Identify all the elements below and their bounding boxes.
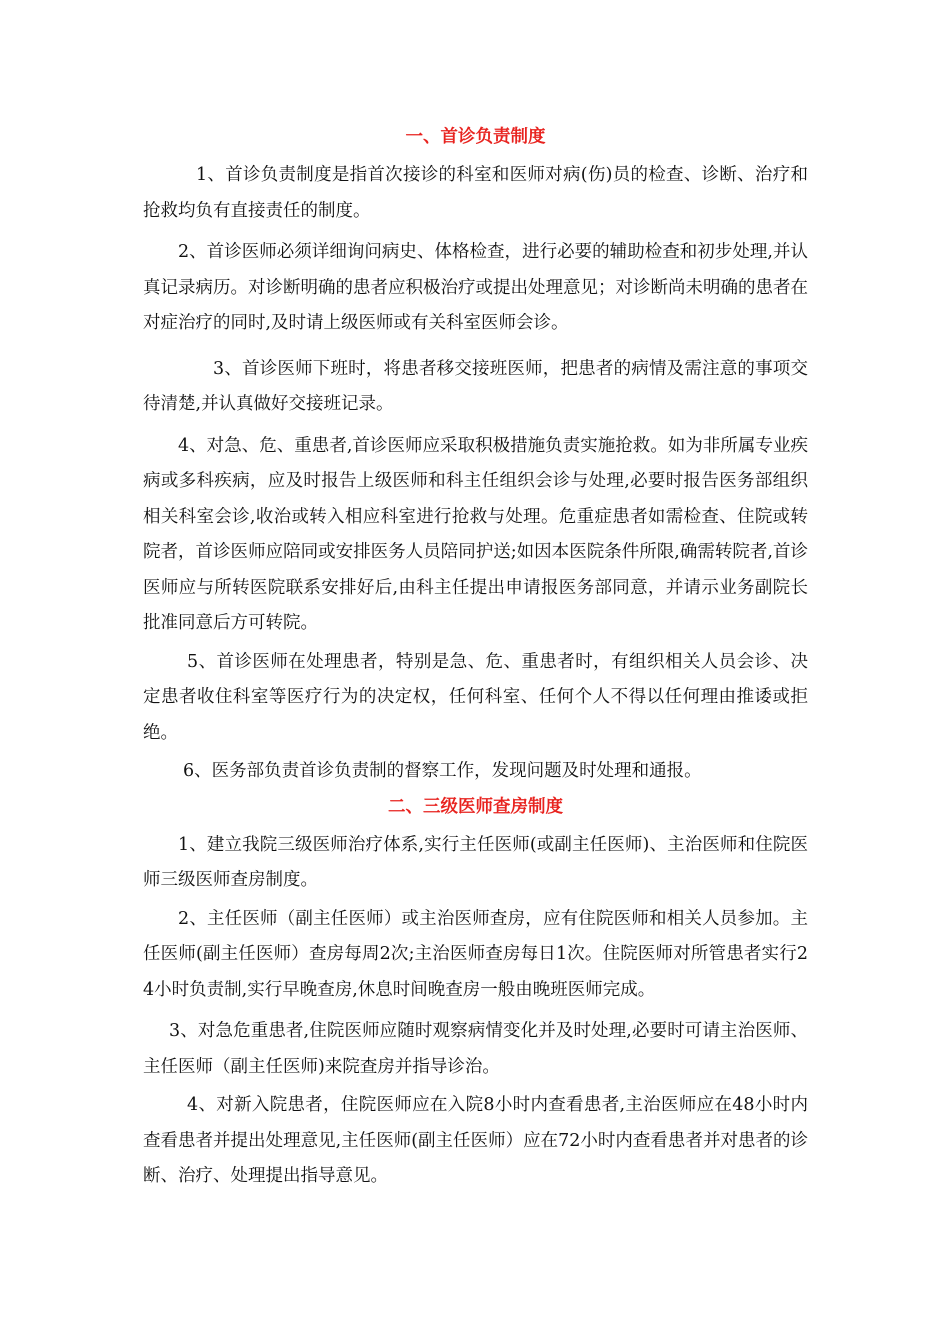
paragraph-1-3: 3、首诊医师下班时，将患者移交接班医师，把患者的病情及需注意的事项交待清楚,并认真做好交接班记录。	[143, 358, 808, 414]
paragraph-1-1: 1、首诊负责制度是指首次接诊的科室和医师对病(伤)员的检查、诊断、治疗和抢救均负有直接责任的制度。	[143, 165, 808, 221]
paragraph-2-4: 4、对新入院患者，住院医师应在入院8小时内查看患者,主治医师应在48小时内查看患者并提出处理意见,主任医师(副主任医师）应在72小时内查看患者并对患者的诊断、治疗、处理提出指导意见。	[143, 1095, 808, 1186]
section-heading-first-visit: 一、首诊负责制度	[405, 127, 546, 147]
document-body	[143, 120, 808, 1195]
paragraph-1-4: 4、对急、危、重患者,首诊医师应采取积极措施负责实施抢救。如为非所属专业疾病或多科疾病，应及时报告上级医师和科主任组织会诊与处理,必要时报告医务部组织相关科室会诊,收治或转入相应科室进行抢救与处理。危重症患者如需检查、住院或转院者，首诊医师应陪同或安排医务人员陪同护送;如因本医院条件所限,确需转院者,首诊医师应与所转医院联系安排好后,由科主任提出申请报医务部同意，并请示业务副院长批准同意后方可转院。	[143, 435, 808, 633]
paragraph-2-2: 2、主任医师（副主任医师）或主治医师查房，应有住院医师和相关人员参加。主任医师(副主任医师）查房每周2次;主治医师查房每日1次。住院医师对所管患者实行24小时负责制,实行早晚查房,休息时间晚查房一般由晚班医师完成。	[143, 908, 808, 1000]
paragraph-1-2: 2、首诊医师必须详细询问病史、体格检查，进行必要的辅助检查和初步处理,并认真记录病历。对诊断明确的患者应积极治疗或提出处理意见；对诊断尚未明确的患者在对症治疗的同时,及时请上级医师或有关科室医师会诊。	[143, 242, 808, 333]
paragraph-2-3: 3、对急危重患者,住院医师应随时观察病情变化并及时处理,必要时可请主治医师、主任医师（副主任医师)来院查房并指导诊治。	[143, 1021, 808, 1077]
section-heading-ward-rounds: 二、三级医师查房制度	[388, 796, 563, 817]
paragraph-1-5: 5、首诊医师在处理患者，特别是急、危、重患者时，有组织相关人员会诊、决定患者收住科室等医疗行为的决定权，任何科室、任何个人不得以任何理由推诿或拒绝。	[143, 651, 808, 743]
paragraph-1-6: 6、医务部负责首诊负责制的督察工作，发现问题及时处理和通报。	[183, 761, 702, 781]
paragraph-2-1: 1、建立我院三级医师治疗体系,实行主任医师(或副主任医师)、主治医师和住院医师三级医师查房制度。	[143, 834, 808, 890]
